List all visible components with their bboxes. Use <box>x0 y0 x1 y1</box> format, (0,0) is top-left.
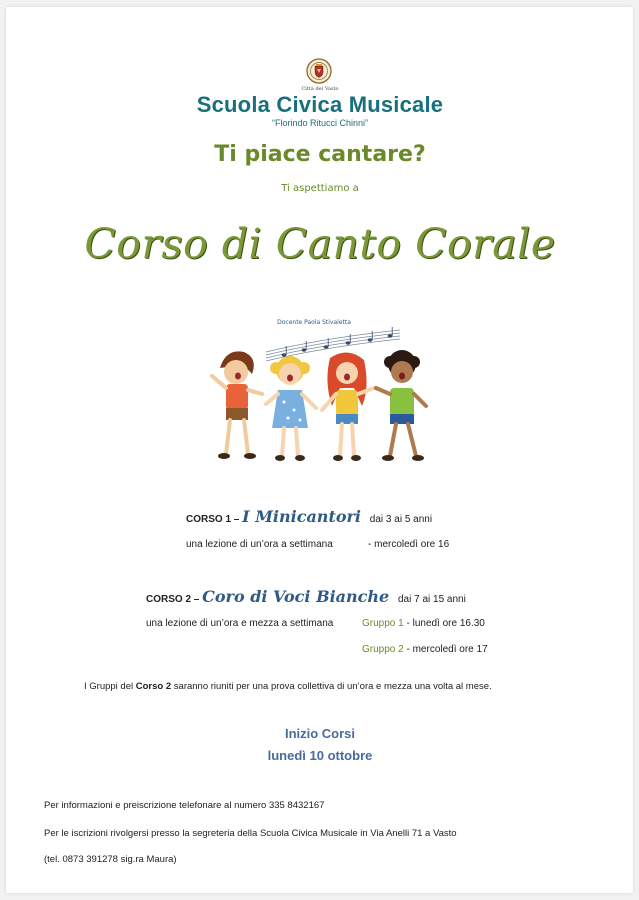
course2-lesson: una lezione di un’ora e mezza a settimana <box>146 618 334 629</box>
school-title: Scuola Civica Musicale <box>196 92 444 117</box>
course1-heading <box>186 507 432 526</box>
singing-children-illustration <box>204 318 440 466</box>
course1-schedule: - mercoledì ore 16 <box>368 539 450 550</box>
child-boy-curly <box>376 350 426 461</box>
start-date: lunedì 10 ottobre <box>267 748 373 763</box>
course2-group1 <box>362 618 485 629</box>
note-bold: Corso 2 <box>135 681 172 692</box>
note-after: saranno riuniti per una prova collettiva di un’ora e mezza una volta al mese. <box>173 681 492 692</box>
course1-name: I Minicantori <box>242 507 362 526</box>
start-title: Inizio Corsi <box>284 726 356 741</box>
contact-line-tel: (tel. 0873 391278 sig.ra Maura) <box>44 854 177 865</box>
school-subtitle: “Florindo Ritucci Chinni” <box>271 118 369 128</box>
contact-line-address: Per le iscrizioni rivolgersi presso la segreteria della Scuola Civica Musicale in Via Anelli 71 a Vasto <box>44 828 457 839</box>
group2-time: - mercoledì ore 17 <box>406 644 488 655</box>
seal-caption: Città del Vasto <box>301 86 339 92</box>
group1-time: - lunedì ore 16.30 <box>406 618 485 629</box>
course2-group2 <box>362 644 488 655</box>
teacher-caption: Docente Paola Stivaletta <box>277 319 351 326</box>
course-title: Corso di Canto Corale <box>84 220 556 268</box>
course1-lesson: una lezione di un’ora a settimana <box>186 539 333 550</box>
headline: Ti piace cantare? <box>214 142 426 167</box>
groups-note <box>84 681 492 692</box>
course2-name: Coro di Voci Bianche <box>202 587 390 606</box>
child-girl-redhead <box>322 352 374 461</box>
child-boy-orange <box>212 351 262 459</box>
tagline: Ti aspettiamo a <box>281 183 359 194</box>
group2-label: Gruppo 2 <box>362 644 404 655</box>
child-girl-blonde <box>266 356 316 461</box>
course2-label: CORSO 2 – <box>146 594 200 605</box>
course2-heading <box>146 587 466 606</box>
course1-label: CORSO 1 – <box>186 514 240 525</box>
city-seal-icon <box>306 58 332 84</box>
note-before: I Gruppi del <box>84 681 134 692</box>
group1-label: Gruppo 1 <box>362 618 404 629</box>
course1-ages: dai 3 ai 5 anni <box>369 514 433 525</box>
course2-ages: dai 7 ai 15 anni <box>398 594 466 605</box>
contact-line-phone: Per informazioni e preiscrizione telefonare al numero 335 8432167 <box>44 800 325 811</box>
